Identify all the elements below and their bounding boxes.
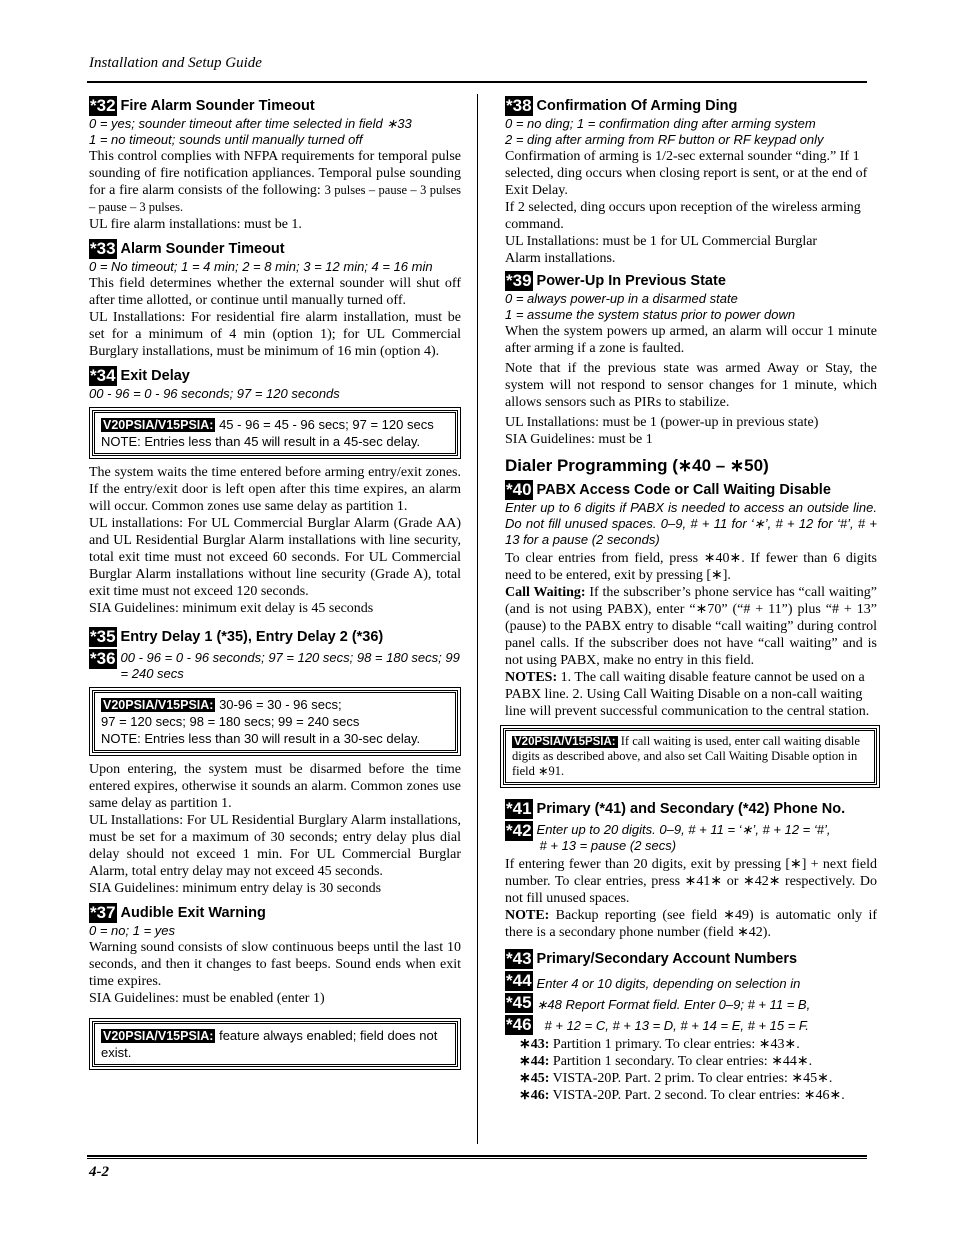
page-header: Installation and Setup Guide (89, 55, 262, 71)
note-text: If call waiting is used, enter call waiting disable digits as described above, and also set Call Waiting Disable option in field ∗91. (512, 734, 860, 778)
field-number: *39 (506, 271, 532, 290)
bold-label: ∗44: (519, 1054, 550, 1069)
option-line: 00 - 96 = 0 - 96 seconds; 97 = 120 secs; 98 = 180 secs; 99 = 240 secs (120, 650, 460, 681)
bold-label: Call Waiting: (505, 585, 586, 600)
paragraph: If 2 selected, ding occurs upon reception of the wireless arming command. (505, 200, 861, 232)
bold-label: NOTE: (505, 908, 550, 923)
field-38 (505, 96, 877, 267)
field-35-36 (89, 623, 461, 897)
paragraph: 1. The call waiting disable feature cannot be used on a PABX line. 2. Using Call Waiting Disable on a non-call waiting line will prevent successful communication to the central station. (505, 670, 870, 719)
paragraph: Partition 1 primary. To clear entries: ∗43∗. (549, 1037, 800, 1052)
paragraph: VISTA-20P. Part. 2 prim. To clear entries: ∗45∗. (549, 1071, 833, 1086)
bold-label: ∗46: (519, 1088, 550, 1103)
field-number: *44 (506, 971, 532, 990)
field-title: Alarm Sounder Timeout (120, 241, 285, 257)
option-line: Enter up to 6 digits if PABX is needed to access an outside line. Do not fill unused spaces. 0–9, # + 11 for ‘∗’, # + 12 for ‘#’, # + 13 for a pause (2 seconds) (505, 500, 877, 547)
option-line: # + 12 = C, # + 13 = D, # + 14 = E, # + 15 = F. (544, 1018, 809, 1033)
field-41-42 (505, 795, 877, 941)
option-line: 00 - 96 = 0 - 96 seconds; 97 = 120 seconds (89, 386, 340, 401)
paragraph: Note that if the previous state was armed Away or Stay, the system will not respond to sensor changes for 1 minute, which allows sensors such as PIRs to stabilize. (505, 361, 877, 410)
field-33 (89, 239, 461, 360)
option-line: 2 = ding after arming from RF button or RF keypad only (505, 132, 824, 147)
field-number: *33 (90, 239, 116, 258)
note-text: NOTE: Entries less than 45 will result in a 45-sec delay. (101, 434, 421, 449)
paragraph: SIA Guidelines: minimum exit delay is 45 seconds (89, 601, 374, 616)
field-number: *37 (90, 903, 116, 922)
header-rule (87, 81, 867, 83)
paragraph: SIA Guidelines: minimum entry delay is 30 seconds (89, 881, 382, 896)
option-line: Enter 4 or 10 digits, depending on selection in (536, 976, 801, 991)
paragraph: UL Installations: For UL Residential Burglary Alarm installations, must be set for a maximum of 30 seconds; entry delay plus dial delay should not exceed 1 min. For UL Commercial Burglar Alarm, total entry delay may not exceed 45 seconds. (89, 813, 461, 879)
paragraph: UL installations: For UL Commercial Burglar Alarm (Grade AA) and UL Residential Burglar Alarm installations with line security, total exit time must not exceed 60 seconds. For UL Commercial Burglar Alarm installations without line security (Grade A), total exit time must not exceed 120 seconds. (89, 516, 461, 599)
field-number: *36 (90, 649, 116, 668)
note-text: NOTE: Entries less than 30 will result in a 30-sec delay. (101, 731, 421, 746)
right-column (505, 92, 877, 1104)
option-line: 0 = always power-up in a disarmed state (505, 291, 738, 306)
option-line: 1 = no timeout; sounds until manually turned off (89, 132, 363, 147)
paragraph: SIA Guidelines: must be enabled (enter 1) (89, 991, 325, 1006)
field-title: Power-Up In Previous State (536, 273, 726, 289)
field-40 (505, 480, 877, 785)
model-tag: V20PSIA/V15PSIA: (514, 736, 616, 748)
paragraph: Partition 1 secondary. To clear entries: ∗44∗. (549, 1054, 813, 1069)
field-title: Entry Delay 1 (*35), Entry Delay 2 (*36) (120, 629, 384, 645)
paragraph: Upon entering, the system must be disarmed before the time entered expires, otherwise it sounds an alarm. Common zones use same delay as partition 1. (89, 762, 461, 811)
model-note-box (92, 690, 458, 753)
page-number: 4-2 (89, 1164, 109, 1180)
paragraph: If the subscriber’s phone service has “call waiting” (and is not using PABX), enter “∗70” (“# + 11”) plus “# + 13” (pause) to the PABX entry to disable “call waiting” during control panel calls. If the subscriber does not have “call waiting” and is not using PABX, make no entry in this field. (505, 585, 877, 668)
model-tag: V20PSIA/V15PSIA: (103, 1029, 214, 1043)
field-32 (89, 96, 461, 233)
pulse-pattern: 3 pulses – pause – 3 pulses – pause – 3 pulses. (89, 183, 462, 214)
field-title: Audible Exit Warning (120, 905, 266, 921)
note-text: 97 = 120 secs; 98 = 180 secs; 99 = 240 secs (101, 714, 360, 729)
field-number: *34 (90, 366, 116, 385)
field-title: Confirmation Of Arming Ding (536, 98, 738, 114)
field-number: *41 (506, 799, 532, 818)
section-heading: Dialer Programming (∗40 – ∗50) (505, 456, 769, 475)
field-43-46 (505, 945, 877, 1104)
option-line: 0 = no ding; 1 = confirmation ding after arming system (505, 116, 816, 131)
paragraph: UL Installations: For residential fire alarm installation, must be set for a minimum of 4 min (option 1); for UL Commercial Burglary installations, must be minimum of 16 min (option 4). (89, 310, 461, 359)
option-line: 1 = assume the system status prior to power down (505, 307, 796, 322)
paragraph: When the system powers up armed, an alarm will occur 1 minute after arming if a zone is faulted. (505, 324, 877, 356)
option-line: Enter up to 20 digits. 0–9, # + 11 = ‘∗’, # + 12 = ‘#’, (536, 822, 831, 837)
paragraph: Backup reporting (see field ∗49) is automatic only if there is a secondary phone number (field ∗42). (505, 908, 877, 940)
paragraph: This field determines whether the external sounder will shut off after time allotted, or continue until manually turned off. (89, 276, 461, 308)
note-text: feature always enabled; field does not exist. (101, 1028, 438, 1060)
option-line: 0 = No timeout; 1 = 4 min; 2 = 8 min; 3 = 12 min; 4 = 16 min (89, 259, 433, 274)
paragraph: Warning sound consists of slow continuous beeps until the last 10 seconds, and then it changes to fast beeps. Sound ends when exit time expires. (89, 940, 461, 989)
field-39 (505, 271, 877, 448)
field-number: *45 (506, 993, 532, 1012)
model-tag: V20PSIA/V15PSIA: (103, 418, 214, 432)
paragraph: UL Installations: must be 1 for UL Commercial Burglar Alarm installations. (505, 234, 818, 266)
bold-label: ∗43: (519, 1037, 550, 1052)
column-divider (477, 94, 478, 1144)
left-column (89, 92, 461, 1075)
field-number: *35 (90, 627, 116, 646)
field-number: *32 (90, 96, 116, 115)
paragraph: Confirmation of arming is 1/2-sec external sounder “ding.” If 1 selected, ding occurs when closing report is sent, or at the end of Exit Delay. (505, 149, 868, 198)
paragraph: VISTA-20P. Part. 2 second. To clear entries: ∗46∗. (549, 1088, 845, 1103)
field-number: *40 (506, 480, 532, 499)
note-text: 45 - 96 = 45 - 96 secs; 97 = 120 secs (215, 417, 434, 432)
field-title: Exit Delay (120, 368, 190, 384)
field-34 (89, 366, 461, 617)
option-line: 0 = no; 1 = yes (89, 923, 176, 938)
field-title: Primary (*41) and Secondary (*42) Phone No. (536, 801, 846, 817)
field-number: *46 (506, 1015, 532, 1034)
paragraph: UL Installations: must be 1 (power-up in previous state) (505, 415, 819, 430)
note-text: 30-96 = 30 - 96 secs; (215, 697, 342, 712)
paragraph: UL fire alarm installations: must be 1. (89, 217, 302, 232)
field-title: Fire Alarm Sounder Timeout (120, 98, 315, 114)
option-line: 0 = yes; sounder timeout after time selected in field ∗33 (89, 116, 412, 131)
paragraph: If entering fewer than 20 digits, exit by pressing [∗] + next field number. To clear entries, press ∗41∗ or ∗42∗ respectively. Do not fill unused spaces. (505, 857, 877, 906)
paragraph: This control complies with NFPA requirements for temporal pulse sounding of fire notification appliances. Temporal pulse sounding for a fire alarm consists of the following: (89, 149, 461, 198)
field-37 (89, 903, 461, 1067)
option-line: ∗48 Report Format field. Enter 0–9; # + 11 = B, (536, 997, 811, 1012)
model-tag: V20PSIA/V15PSIA: (103, 698, 214, 712)
paragraph: To clear entries from field, press ∗40∗. If fewer than 6 digits need to be entered, exit by pressing [∗]. (505, 551, 877, 583)
model-note-box (503, 728, 877, 785)
option-line: # + 13 = pause (2 secs) (539, 838, 677, 853)
paragraph: The system waits the time entered before arming entry/exit zones. If the entry/exit door is left open after this time expires, an alarm will occur. Common zones use same delay as partition 1. (89, 465, 461, 514)
paragraph: SIA Guidelines: must be 1 (505, 432, 653, 447)
field-title: Primary/Secondary Account Numbers (536, 951, 798, 967)
field-number: *38 (506, 96, 532, 115)
model-note-box (92, 410, 458, 456)
bold-label: ∗45: (519, 1071, 550, 1086)
bold-label: NOTES: (505, 670, 558, 685)
field-title: PABX Access Code or Call Waiting Disable (536, 482, 831, 498)
field-number: *42 (506, 821, 532, 840)
model-note-box (92, 1021, 458, 1067)
footer-rule (87, 1155, 867, 1157)
footer-rule-thin (87, 1158, 867, 1159)
field-number: *43 (506, 949, 532, 968)
